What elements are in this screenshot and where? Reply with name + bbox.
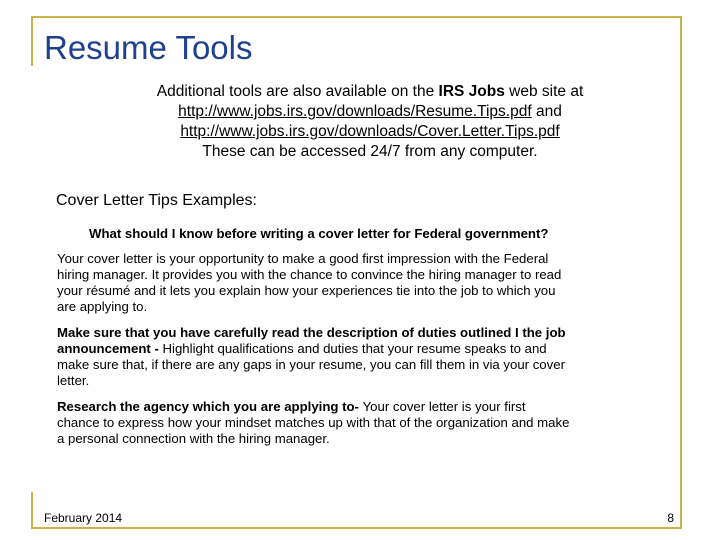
cover-letter-tips-image bbox=[57, 226, 657, 457]
frame-footer-left-border bbox=[31, 492, 33, 528]
resume-tips-link[interactable]: http://www.jobs.irs.gov/downloads/Resume.Tips.pdf bbox=[178, 103, 532, 120]
tips-p2-heading: Make sure that you have carefully read the description of duties outlined I the job bbox=[57, 325, 566, 340]
frame-top-border bbox=[31, 16, 681, 18]
tips-p1-line: hiring manager. It provides you with the chance to convince the hiring manager to read bbox=[57, 267, 562, 282]
tips-p3-line: a personal connection with the hiring manager. bbox=[57, 431, 330, 446]
page-number: 8 bbox=[667, 511, 674, 525]
frame-right-border bbox=[680, 16, 682, 528]
tips-paragraph-3 bbox=[57, 399, 657, 447]
cover-letter-tips-link[interactable]: http://www.jobs.irs.gov/downloads/Cover.Letter.Tips.pdf bbox=[180, 123, 560, 140]
link1-suffix: and bbox=[531, 103, 562, 120]
footer-date: February 2014 bbox=[44, 511, 123, 525]
intro-line-4: These can be accessed 24/7 from any computer. bbox=[202, 143, 538, 160]
tips-p1-line: your résumé and it lets you explain how your experiences tie into the job to which you bbox=[57, 283, 556, 298]
subheading-text: Cover Letter Tips Examples bbox=[56, 192, 253, 209]
tips-p1-line: are applying to. bbox=[57, 299, 148, 314]
tips-paragraph-1 bbox=[57, 251, 657, 315]
cover-letter-tips-heading bbox=[56, 191, 257, 211]
frame-left-border bbox=[31, 16, 33, 66]
tips-p2-line bbox=[57, 341, 657, 357]
subheading-colon: : bbox=[252, 192, 257, 209]
tips-p3-heading: Research the agency which you are applying to- bbox=[57, 399, 363, 414]
intro-prefix: Additional tools are also available on the bbox=[156, 83, 439, 100]
tips-paragraph-2 bbox=[57, 325, 657, 389]
tips-p2-line: make sure that, if there are any gaps in your resume, you can fill them in via your cover bbox=[57, 357, 565, 372]
intro-suffix: web site at bbox=[504, 83, 584, 100]
tips-p2-line: letter. bbox=[57, 373, 90, 388]
intro-line-2 bbox=[90, 102, 650, 122]
tips-p3-line bbox=[57, 399, 657, 415]
tips-p3-line: chance to express how your mindset matches up with that of the organization and make bbox=[57, 415, 570, 430]
tips-question: What should I know before writing a cover letter for Federal government? bbox=[89, 226, 549, 241]
slide-title: Resume Tools bbox=[44, 29, 253, 66]
intro-line-1 bbox=[90, 82, 650, 102]
tips-p3-text: Your cover letter is your first bbox=[362, 399, 526, 414]
tips-p2-heading-cont: announcement - bbox=[57, 341, 163, 356]
irs-jobs-label: IRS Jobs bbox=[438, 83, 505, 100]
intro-block bbox=[90, 82, 650, 162]
tips-p2-text: Highlight qualifications and duties that your resume speaks to and bbox=[162, 341, 547, 356]
frame-bottom-border bbox=[31, 527, 682, 529]
tips-p1-line: Your cover letter is your opportunity to make a good first impression with the Federal bbox=[57, 251, 549, 266]
intro-line-3 bbox=[90, 122, 650, 142]
